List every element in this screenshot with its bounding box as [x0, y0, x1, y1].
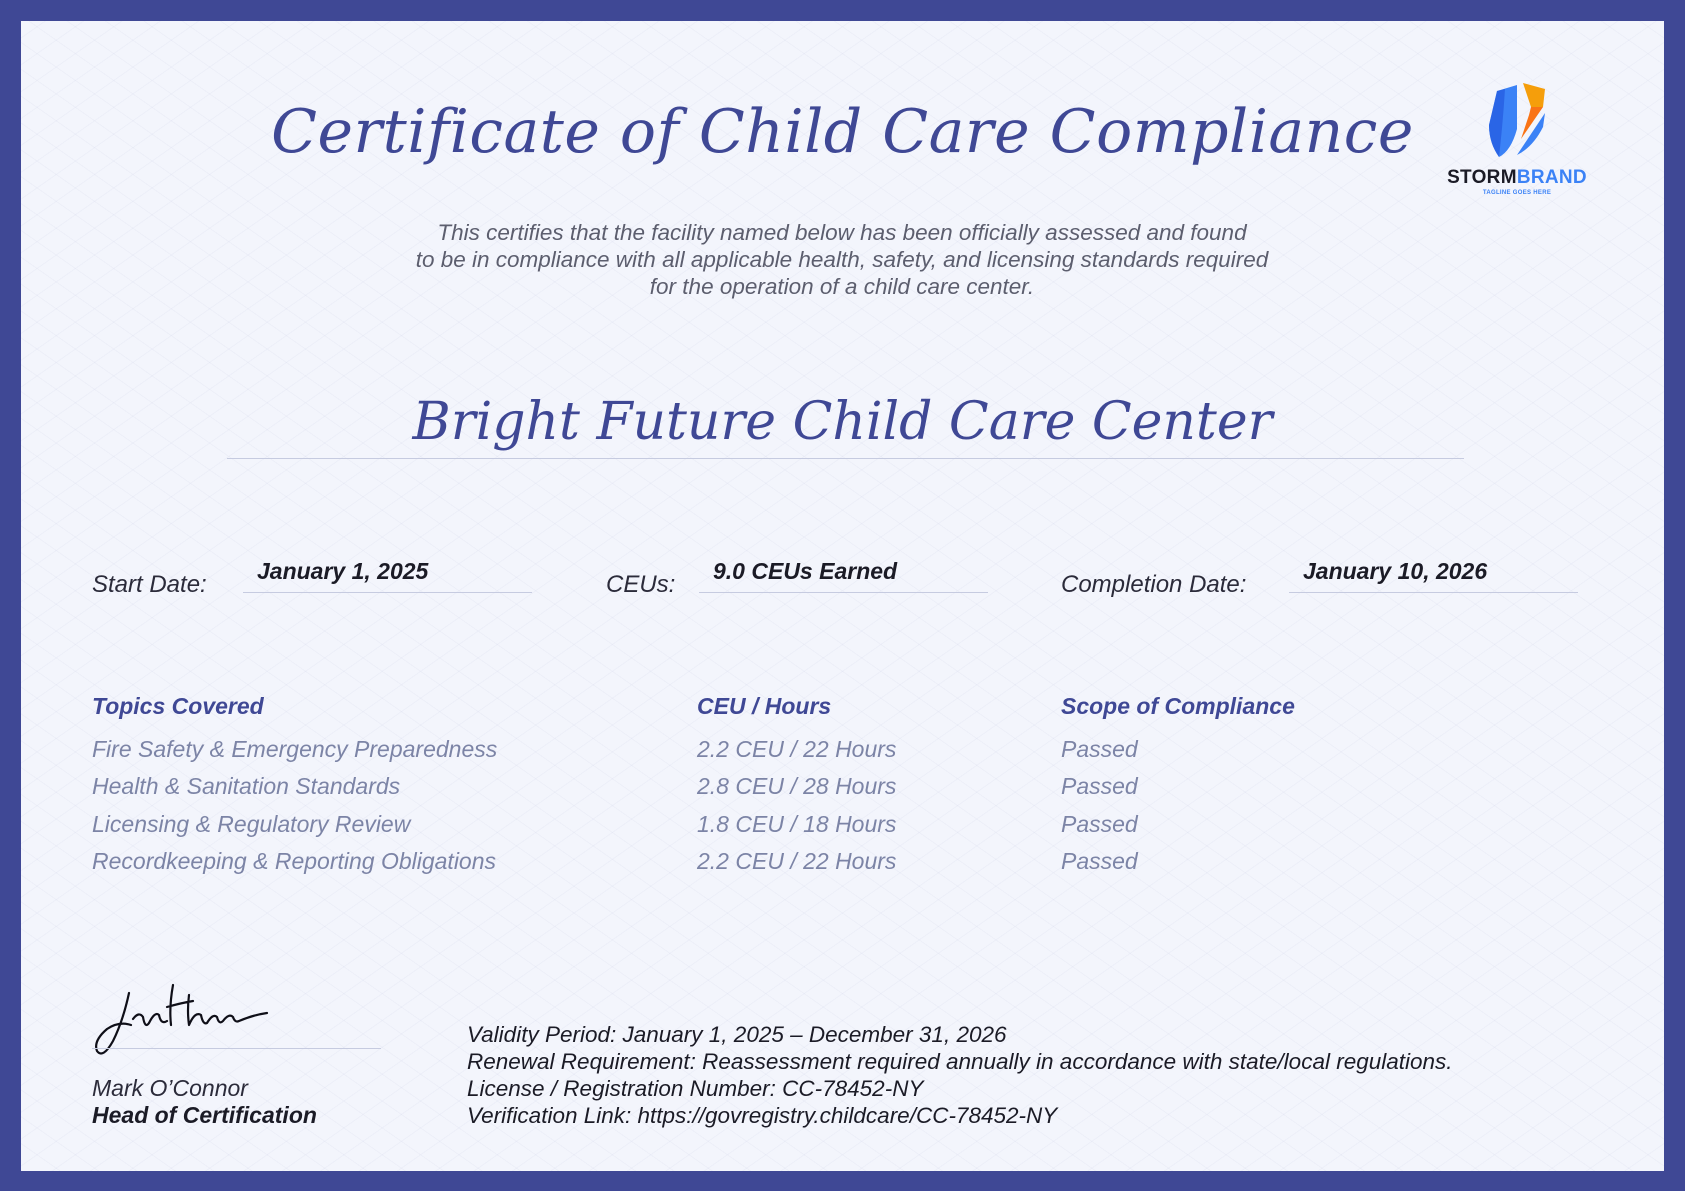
- ceu-hours-cell: 2.2 CEU / 22 Hours: [697, 736, 897, 762]
- brand-tagline: TAGLINE GOES HERE: [1482, 190, 1552, 196]
- topics-header: Topics Covered: [92, 693, 264, 719]
- brand-name-first: STORM: [1447, 167, 1517, 188]
- facility-name: Bright Future Child Care Center: [412, 392, 1273, 452]
- topic-cell: Health & Sanitation Standards: [92, 773, 401, 799]
- start-date-label: Start Date:: [92, 571, 207, 598]
- scope-cell: Passed: [1061, 811, 1138, 837]
- brand-wordmark: [1433, 167, 1601, 189]
- topic-cell: Fire Safety & Emergency Preparedness: [92, 736, 498, 762]
- validity-period: Validity Period: January 1, 2025 – December 31, 2026: [467, 1022, 1007, 1047]
- certificate-page: [21, 21, 1664, 1171]
- certificate-details: [467, 1021, 1453, 1129]
- certificate-intro: [342, 219, 1342, 300]
- topic-cell: Licensing & Regulatory Review: [92, 811, 411, 837]
- scope-cell: Passed: [1061, 736, 1138, 762]
- completion-date-rule: [1289, 592, 1578, 593]
- license-number: License / Registration Number: CC-78452-NY: [467, 1076, 924, 1101]
- ceus-value: 9.0 CEUs Earned: [713, 558, 898, 584]
- ceu-hours-cell: 1.8 CEU / 18 Hours: [697, 811, 897, 837]
- ceus-rule: [699, 592, 988, 593]
- certificate-title: Certificate of Child Care Compliance: [271, 97, 1414, 167]
- scope-cell: Passed: [1061, 773, 1138, 799]
- facility-divider: [227, 458, 1464, 459]
- signature-image: [89, 971, 299, 1071]
- scope-header: Scope of Compliance: [1061, 693, 1295, 719]
- ceus-label: CEUs:: [606, 571, 676, 598]
- brand-logo: [1433, 67, 1603, 197]
- signer-name: Mark O’Connor: [92, 1075, 248, 1101]
- start-date-rule: [243, 592, 532, 593]
- shield-bolt-icon: [1433, 67, 1603, 167]
- signature-line: [92, 1048, 381, 1049]
- completion-date-value: January 10, 2026: [1303, 558, 1488, 584]
- intro-line: This certifies that the facility named below has been officially assessed and found: [437, 220, 1247, 245]
- ceu-hours-cell: 2.8 CEU / 28 Hours: [697, 773, 897, 799]
- intro-line: to be in compliance with all applicable health, safety, and licensing standards required: [415, 247, 1269, 272]
- brand-name-second: BRAND: [1516, 167, 1587, 188]
- signer-title: Head of Certification: [92, 1102, 317, 1128]
- ceu-hours-header: CEU / Hours: [697, 693, 832, 719]
- ceu-hours-cell: 2.2 CEU / 22 Hours: [697, 848, 897, 874]
- completion-date-label: Completion Date:: [1061, 571, 1247, 598]
- renewal-requirement: Renewal Requirement: Reassessment required annually in accordance with state/local regulations.: [467, 1049, 1453, 1074]
- scope-cell: Passed: [1061, 848, 1138, 874]
- start-date-value: January 1, 2025: [257, 558, 429, 584]
- intro-line: for the operation of a child care center.: [649, 274, 1035, 299]
- topic-cell: Recordkeeping & Reporting Obligations: [92, 848, 497, 874]
- verification-link[interactable]: Verification Link: https://govregistry.childcare/CC-78452-NY: [467, 1103, 1058, 1128]
